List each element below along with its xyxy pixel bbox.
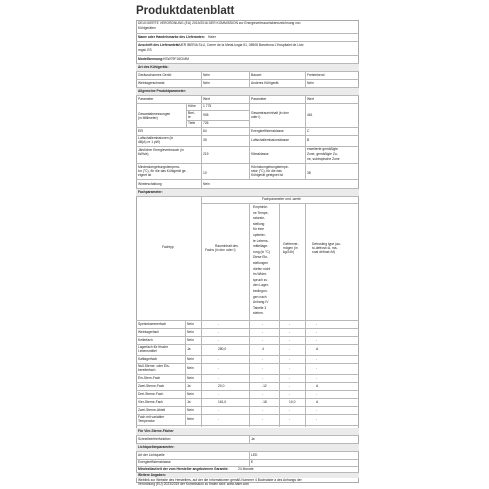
light-type-label: Art der Lichtquelle <box>138 453 165 457</box>
compartment-volume: - <box>218 329 220 334</box>
general-heading: Allgemeine Produktparameter: <box>138 89 187 93</box>
compartment-freeze: - <box>289 417 291 421</box>
row-divider <box>136 406 359 407</box>
height-value: 1 775 <box>203 104 212 108</box>
further-info-line: Weblink zur Website des Herstellers, auf der die Informationen gemäß Nummer 4 Buchstabe a des Anhangs der <box>138 478 302 482</box>
compartment-freeze: - <box>289 366 291 370</box>
light-class-label: Energieeffizienzklasse <box>138 460 171 464</box>
compartment-name: Weinlagerfach <box>138 329 160 334</box>
col-value: Wert <box>203 97 210 101</box>
warranty-value: 24 Monate <box>238 467 254 471</box>
col-temp-line: Tabelle 3 <box>253 305 267 310</box>
col-temp-line: dürfen nicht <box>253 266 271 271</box>
design-type-value: Freistehend <box>307 73 325 77</box>
compartment-freeze: - <box>289 337 291 342</box>
winter-setting-label: Winterschaltung <box>138 182 162 186</box>
max-temp-label: Höchstumgebungstempe- <box>251 165 289 169</box>
dimensions-label: (in Millimeter) <box>138 116 158 120</box>
compartment-freeze: - <box>289 347 291 351</box>
compartment-present: Nein <box>187 366 194 370</box>
volume-value: 461 <box>307 113 313 117</box>
compartment-defrost: - <box>316 337 318 342</box>
compartment-present: Nein <box>187 417 194 421</box>
compartment-present: Nein <box>187 407 194 412</box>
compartment-temp: - <box>262 356 264 361</box>
compartment-name: Zwei-Sterne-Fach <box>138 383 165 388</box>
compartment-defrost: - <box>316 375 318 380</box>
col-temp-line: gen nach <box>253 294 267 299</box>
compartment-freeze: - <box>289 383 291 388</box>
compartment-temp: - <box>262 337 264 342</box>
col-temp-line: im Wider- <box>253 272 268 277</box>
min-temp-value: 10 <box>203 171 207 175</box>
col-defrost-type: Defrosting type (au- <box>312 242 341 246</box>
wine-cabinet-value: Nein <box>203 81 210 85</box>
compartment-present: Nein <box>187 375 194 380</box>
row-divider <box>136 374 359 375</box>
compartment-temp: - <box>262 329 264 334</box>
col-temp-line: Anhang IV <box>253 300 269 305</box>
compartments-group-header: Fachparameter und -werte <box>262 197 301 201</box>
compartment-temp: -12 <box>262 383 267 388</box>
max-temp-label: Kühlgerät geeignet ist <box>251 173 283 177</box>
climate-class-label: Klimaklasse <box>251 152 269 156</box>
row-divider <box>136 398 359 399</box>
compartment-volume: - <box>218 407 220 412</box>
col-defrost-type: to-defrost=A, ma- <box>312 246 338 250</box>
compartment-present: Ja <box>187 347 191 351</box>
compartment-volume: - <box>218 375 220 380</box>
annual-energy-value: 219 <box>203 152 209 156</box>
supplier-name-label: Name oder Handelsmarke des Lieferanten: <box>138 35 205 39</box>
min-temp-label: eignet ist <box>138 173 152 177</box>
fast-freeze-value: Ja <box>251 437 255 441</box>
compartment-volume: - <box>218 337 220 342</box>
compartment-defrost: - <box>316 407 318 412</box>
col-freeze-capacity: mögen (in <box>283 246 298 250</box>
annual-energy-label: Jährlicher Energieverbrauch (in <box>138 148 184 152</box>
noise-label: Luftschallemissionen (in <box>138 136 174 140</box>
model-label: Modellkennung: <box>138 57 164 61</box>
compartment-defrost: - <box>316 391 318 396</box>
compartment-name: bereiterfach <box>138 367 156 372</box>
depth-label: Tiefe <box>188 121 196 125</box>
compartment-freeze: - <box>289 356 291 361</box>
compartment-volume: - <box>218 366 220 370</box>
col-volume: Rauminhalt des <box>215 244 238 248</box>
compartment-present: Nein <box>187 356 194 361</box>
col-temp-line: den Lager- <box>253 283 269 288</box>
row-divider <box>136 355 359 356</box>
compartment-defrost: - <box>316 356 318 361</box>
light-type-value: LED <box>251 453 258 457</box>
col-temp-line: stellungen <box>253 261 269 265</box>
regulation-line: DELEGIERTE VERORDNUNG (EU) 2019/2016 DER KOMMISSION zur Energieverbrauchskennzeichnung von <box>138 21 301 25</box>
col-freeze-capacity: Gefrierver- <box>283 242 299 246</box>
col-temp-line: Empfohle- <box>253 205 269 209</box>
compartment-present: Nein <box>187 329 194 334</box>
compartment-freeze: - <box>289 407 291 412</box>
row-divider <box>136 382 359 383</box>
min-temp-label: tur (°C), für die das Kühlgerät ge- <box>138 169 187 173</box>
compartment-freeze: 10,0 <box>289 399 296 404</box>
wine-cabinet-label: Weinlagerschrank: <box>138 81 166 85</box>
depth-value: 726 <box>203 121 209 125</box>
energy-class-value: C <box>307 129 310 133</box>
winter-setting-value: Nein <box>203 182 210 186</box>
compartment-name: Temperatur <box>138 418 155 423</box>
compartment-present: Nein <box>187 337 194 342</box>
col-compartment-type: Fachtyp <box>162 245 174 249</box>
further-info-line: Verordnung (EU) 2023/2019 der Kommission zu finden sind: www.haier.com <box>138 482 250 486</box>
annual-energy-label: kWh/a) <box>138 152 149 156</box>
col-temp-line: bedingun- <box>253 289 268 293</box>
compartment-name: Lagerfach für frische <box>138 344 169 349</box>
design-type-label: Bauart: <box>251 73 262 77</box>
compartment-name: Fach mit variabler <box>138 414 165 419</box>
col-temp-line: optimier- <box>253 233 266 237</box>
compartment-name: Ein-Stern-Fach <box>138 375 161 380</box>
warranty-label: Mindestlaufzeit der vom Hersteller angebotenen Garantie: <box>138 467 229 471</box>
supplier-address-line: regat, ES <box>138 48 152 52</box>
compartments-heading: Fachparameter: <box>138 190 163 194</box>
present-column-divider <box>185 320 186 425</box>
col-defrost-type: nual defrost=M) <box>312 250 335 254</box>
compartment-name: Speisekammerfach <box>138 321 167 326</box>
col-parameter: Parameter <box>138 97 154 101</box>
eei-label: EEI <box>138 129 144 133</box>
width-label: te <box>188 115 191 119</box>
climate-class-value: Zone, gemäßigte Zo- <box>307 152 338 156</box>
compartment-present: Ja <box>187 399 191 404</box>
row-divider <box>136 336 359 337</box>
row-divider <box>136 328 359 329</box>
light-class-value: E <box>251 460 254 464</box>
col-temp-line: ne Tempe- <box>253 210 269 215</box>
quiet-appliance-value: Nein <box>203 73 210 77</box>
col-temp-line: te Lebens- <box>253 238 269 243</box>
width-label: Brei- <box>188 111 195 115</box>
compartment-temp: - <box>262 391 264 396</box>
col-temp-line: für eine <box>253 227 264 232</box>
row-divider <box>136 390 359 391</box>
compartment-defrost: - <box>316 366 318 370</box>
compartment-defrost: A <box>316 399 319 404</box>
fast-freeze-label: Schnelleinfrierfunktion <box>138 437 171 441</box>
compartment-name: Zwei-Sterne-Abteil <box>138 407 166 412</box>
climate-class-value: erweiterte gemäßigte <box>307 147 338 151</box>
page-title: Produktdatenblatt <box>136 5 235 17</box>
compartment-volume: 161,0 <box>218 399 227 404</box>
compartment-volume: 280,0 <box>218 347 227 351</box>
quiet-appliance-label: Geräuscharmes Gerät: <box>138 73 172 77</box>
width-value: 905 <box>203 113 209 117</box>
compartment-present: Ja <box>187 383 191 388</box>
col-parameter: Parameter <box>251 97 267 101</box>
row-divider <box>136 414 359 415</box>
climate-class-value: ne, subtropische Zone <box>307 157 340 161</box>
compartment-volume: - <box>218 321 220 326</box>
compartment-present: Nein <box>187 321 194 326</box>
col-temp-line: stehen. <box>253 311 264 316</box>
compartment-present: Nein <box>187 391 194 396</box>
other-appliance-label: Anderes Kühlgerät: <box>251 81 280 85</box>
compartment-temp: - <box>262 366 264 370</box>
compartment-freeze: - <box>289 375 291 380</box>
col-freeze-capacity: kg/24h) <box>283 250 294 254</box>
col-volume: Fachs (in dm³ oder l) <box>205 248 236 252</box>
compartment-freeze: - <box>289 391 291 396</box>
compartment-volume: - <box>218 356 220 361</box>
max-temp-value: 38 <box>307 171 311 175</box>
model-value: HSW79F18CIMM <box>163 57 189 61</box>
volume-label: oder l) <box>251 115 261 119</box>
compartment-name: Null-Sterne- oder Eis- <box>138 363 170 368</box>
other-appliance-value: Nein <box>307 81 314 85</box>
max-temp-label: ratur (°C), für die das <box>251 169 282 173</box>
compartment-name: Drei-Sterne-Fach <box>138 391 164 396</box>
compartment-defrost: - <box>316 417 318 421</box>
compartment-temp: - <box>262 417 264 421</box>
noise-class-value: B <box>307 138 310 142</box>
compartment-name: Kellerfach <box>138 337 153 342</box>
compartment-temp: - <box>262 375 264 380</box>
regulation-line: Kühlgeräten <box>138 26 156 30</box>
col-temp-line: rung (in °C) <box>253 249 270 254</box>
four-star-heading: Für Vier-Sterne-Fächer <box>138 429 174 433</box>
compartment-freeze: - <box>289 321 291 326</box>
noise-label: dB(A) re 1 pW) <box>138 140 160 144</box>
dimensions-label: Gesamtabmessungen <box>138 112 171 116</box>
light-heading: Lichtquellenparameter: <box>138 445 175 449</box>
compartment-defrost: A <box>316 383 319 388</box>
compartment-defrost: - <box>316 321 318 326</box>
col-temp-line: stellung <box>253 221 265 226</box>
eei-value: 84 <box>203 129 207 133</box>
supplier-address-label: Anschrift des Lieferanten: <box>138 43 179 47</box>
compartment-defrost: A <box>316 347 319 351</box>
compartment-volume: - <box>218 391 220 396</box>
compartment-defrost: - <box>316 329 318 334</box>
col-temp-line: ratursin- <box>253 216 266 221</box>
col-temp-line: mittellage- <box>253 244 269 249</box>
supplier-address-line: HAIER IBERIA SLU, Carrer de la Metal-lurgia 51, 08908 Barcelona L'Hospitalet de Llob <box>176 43 304 47</box>
energy-class-label: Energieeffizienzklasse <box>251 129 284 133</box>
further-info-heading: Weitere Angaben: <box>138 473 166 477</box>
row-divider <box>136 425 359 426</box>
col-value: Wert <box>307 97 314 101</box>
col-temp-line: spruch zu <box>253 277 268 282</box>
compartment-temp: -18 <box>262 399 267 404</box>
compartment-volume: 20,0 <box>218 383 225 388</box>
compartment-name: Vier-Sterne-Fach <box>138 399 164 404</box>
compartment-temp: 4 <box>262 347 264 351</box>
compartment-volume: - <box>218 417 220 421</box>
noise-value: 35 <box>203 138 207 142</box>
compartment-temp: - <box>262 407 264 412</box>
compartment-name: Lebensmittel <box>138 348 157 353</box>
height-label: Höhe <box>188 104 196 108</box>
compartment-freeze: - <box>289 329 291 334</box>
volume-label: Gesamtrauminhalt (in dm³ <box>251 111 290 115</box>
appliance-type-heading: Art des Kühlgeräts: <box>138 65 169 69</box>
compartment-temp: - <box>262 321 264 326</box>
col-temp-line: Diese Ein- <box>253 255 269 260</box>
noise-class-label: Luftschallemissionsklasse <box>251 138 289 142</box>
row-divider <box>136 344 359 345</box>
min-temp-label: Mindestumgebungstempera- <box>138 165 180 169</box>
supplier-name-value: Haier <box>208 35 216 39</box>
compartment-name: Kaltlagerfach <box>138 356 158 361</box>
